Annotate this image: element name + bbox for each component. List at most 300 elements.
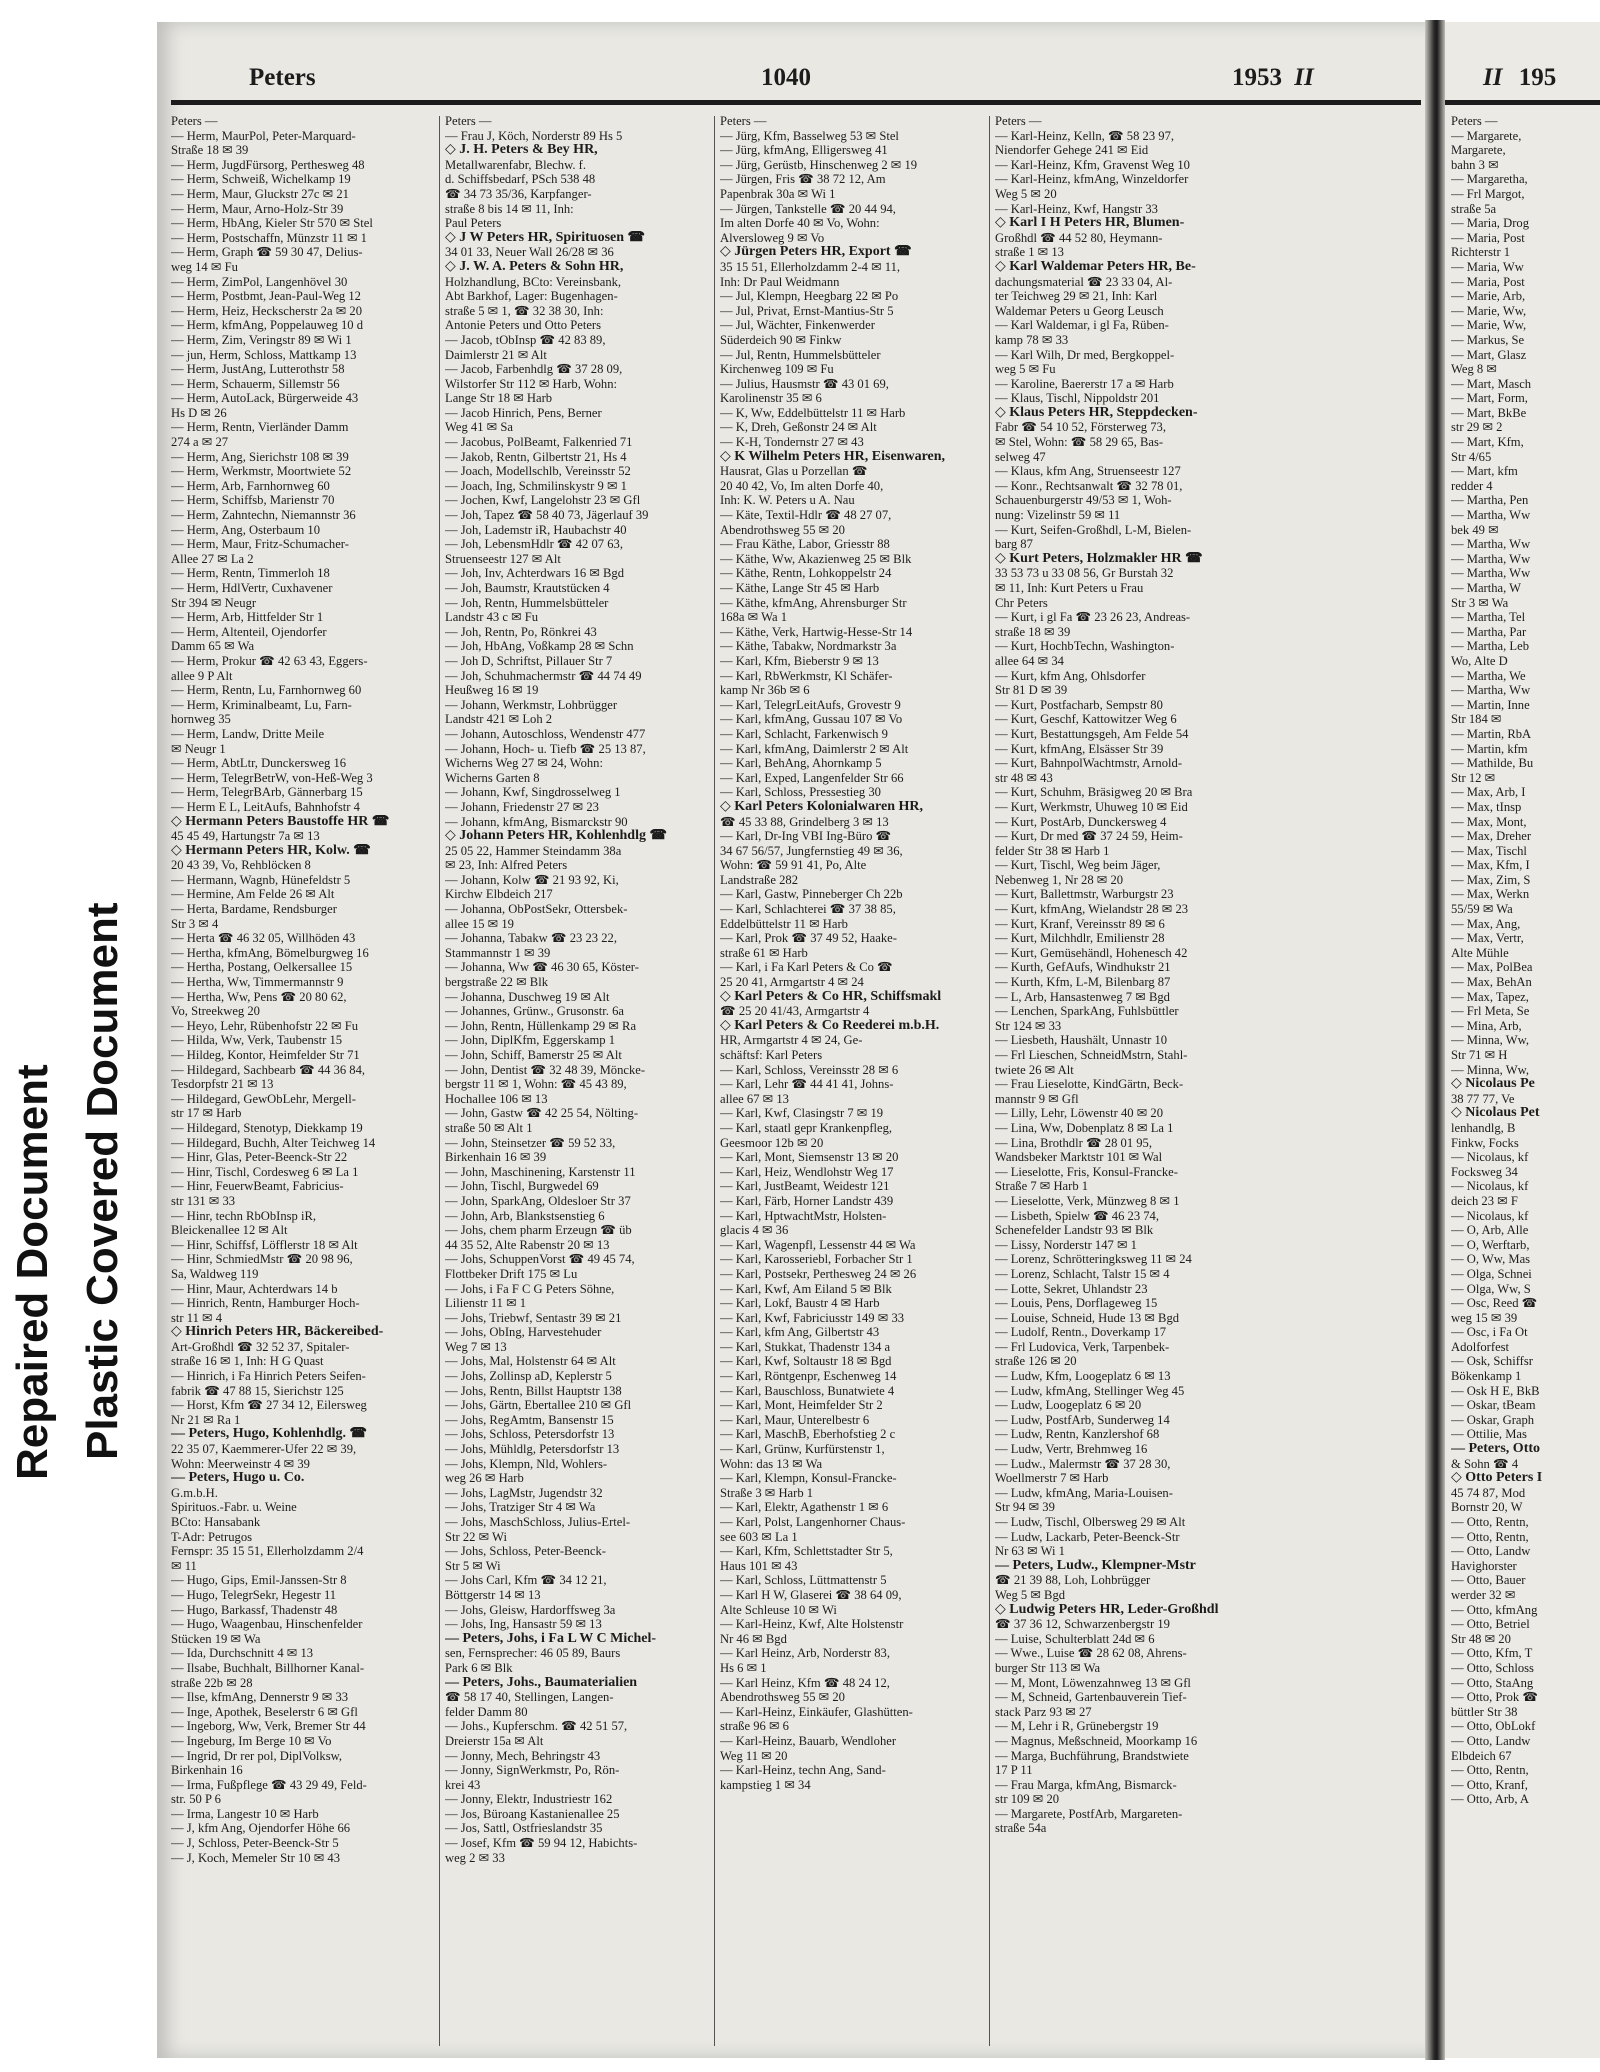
directory-entry-line: — Hertha, Ww, Timmermannstr 9 [171, 975, 344, 990]
directory-entry-line: — Karl H W, Glaserei ☎ 38 64 09, [720, 1587, 902, 1602]
directory-entry-line: Str 394 ✉ Neugr [171, 595, 257, 610]
directory-entry-line: ✉ 11, Inh: Kurt Peters u Frau [995, 581, 1144, 595]
directory-entry-line: — Martin, kfm [1451, 741, 1528, 756]
directory-entry-line: redder 4 [1451, 478, 1493, 493]
directory-entry-line: — Lieselotte, Verk, Münzweg 8 ✉ 1 [995, 1193, 1180, 1208]
directory-entry-line: — Otto, ObLokf [1451, 1719, 1536, 1734]
directory-entry-line: 22 35 07, Kaemmerer-Ufer 22 ✉ 39, [171, 1442, 357, 1457]
directory-entry-line: dachungsmaterial ☎ 23 33 04, Al- [995, 274, 1173, 289]
directory-entry-line: — Max, Tapez, [1451, 989, 1529, 1004]
directory-entry-line: Haus 101 ✉ 43 [720, 1558, 798, 1573]
directory-entry-line: — John, Tischl, Burgwedel 69 [445, 1179, 599, 1194]
directory-entry-line: — Ludw, Vertr, Brehmweg 16 [995, 1442, 1148, 1457]
directory-entry-line: — Louis, Pens, Dorflageweg 15 [995, 1296, 1158, 1311]
directory-entry-line: — Kurt, Kranf, Vereinsstr 89 ✉ 6 [995, 916, 1165, 931]
entries-column-4 [995, 114, 1257, 2034]
directory-entry-line: — Herm E L, LeitAufs, Bahnhofstr 4 [171, 799, 360, 814]
directory-entry-line: — Herm, TelegrBetrW, von-Heß-Weg 3 [171, 770, 373, 785]
directory-entry-line: — Frau Käthe, Labor, Griesstr 88 [720, 537, 890, 552]
directory-entry-line: ◇ K Wilhelm Peters HR, Eisenwaren, [720, 449, 946, 464]
year-value: 1953 [1232, 64, 1282, 91]
directory-entry-line: Str 124 ✉ 33 [995, 1018, 1062, 1033]
directory-entry-line: — Max, Tischl [1451, 843, 1527, 858]
directory-entry-line: — Hinr, Schiffsf, Löfflerstr 18 ✉ Alt [171, 1237, 358, 1252]
directory-entry-line: weg 26 ✉ Harb [445, 1471, 524, 1486]
directory-entry-line: — Osk, Schiffsr [1451, 1354, 1533, 1369]
directory-entry-line: Straße 3 ✉ Harb 1 [720, 1485, 814, 1500]
repaired-document-label: Repaired Document [8, 1064, 57, 1480]
directory-entry-line: — Lisbeth, Spielw ☎ 46 23 74, [995, 1208, 1160, 1223]
directory-entry-line: str. 50 P 6 [171, 1792, 221, 1807]
directory-entry-line: — Karl, Schloss, Lüttmattenstr 5 [720, 1573, 887, 1588]
directory-entry-line: — Martha, Ww [1451, 537, 1531, 552]
directory-entry-line: 38 77 77, Ve [1451, 1091, 1515, 1106]
directory-entry-line: krei 43 [445, 1777, 481, 1792]
directory-entry-line: werder 32 ✉ [1451, 1587, 1516, 1602]
directory-entry-line: — Otto, Rentn, [1451, 1515, 1529, 1529]
directory-entry-line: Niendorfer Gehege 241 ✉ Eid [995, 143, 1149, 158]
directory-entry-line: ◇ Otto Peters I [1451, 1471, 1543, 1486]
directory-entry-line: Paul Peters [445, 216, 502, 231]
directory-entry-line: — Joh D, Schriftst, Pillauer Str 7 [445, 653, 613, 668]
directory-entry-line: Großhdl ☎ 44 52 80, Heymann- [995, 230, 1163, 245]
directory-entry-line: — Ludw, Kfm, Loogeplatz 6 ✉ 13 [995, 1369, 1171, 1384]
directory-entry-line: — Liesbeth, Haushält, Unnastr 10 [995, 1033, 1168, 1048]
directory-entry-line: — M, Mont, Löwenzahnweg 13 ✉ Gfl [995, 1675, 1191, 1690]
facing-entries-column [1451, 114, 1600, 2034]
directory-entry-line: — Hertha, kfmAng, Bömelburgweg 16 [171, 945, 369, 960]
directory-entry-line: — Herm, Landw, Dritte Meile [171, 726, 325, 741]
directory-entry-line: — Herm, Ang, Osterbaum 10 [171, 522, 321, 537]
directory-entry-line: — Herm, Graph ☎ 59 30 47, Delius- [171, 245, 363, 260]
directory-entry-line: ◇ Hinrich Peters HR, Bäckereibed- [171, 1325, 384, 1340]
directory-entry-line: — Marie, Ww, [1451, 318, 1527, 333]
directory-entry-line: Havighorster [1451, 1558, 1517, 1573]
directory-entry-line: Papenbrak 30a ✉ Wi 1 [720, 186, 836, 201]
directory-entry-line: Hochallee 106 ✉ 13 [445, 1091, 548, 1106]
directory-entry-line: Wilstorfer Str 112 ✉ Harb, Wohn: [445, 376, 618, 391]
directory-entry-line: — Karl, Stukkat, Thadenstr 134 a [720, 1339, 891, 1354]
directory-entry-line: Stammannstr 1 ✉ 39 [445, 945, 551, 960]
directory-entry-line: — Herm, TelegrBArb, Gännerbarg 15 [171, 785, 363, 800]
facing-year-label: 195 [1518, 64, 1557, 91]
directory-entry-line: Str 12 ✉ [1451, 770, 1496, 785]
directory-entry-line: Peters — [995, 114, 1042, 128]
directory-entry-line: — Johs, Zollinsp aD, Keplerstr 5 [445, 1369, 612, 1384]
directory-entry-line: — Karl, Lokf, Baustr 4 ✉ Harb [720, 1296, 880, 1311]
directory-entry-line: — M, Lehr i R, Grünebergstr 19 [995, 1719, 1159, 1734]
directory-entry-line: — Margaretha, [1451, 172, 1528, 187]
directory-entry-line: — Käthe, Verk, Hartwig-Hesse-Str 14 [720, 624, 913, 639]
directory-entry-line: barg 87 [995, 537, 1033, 552]
directory-entry-line: — Kurth, Kfm, L-M, Bilenbarg 87 [995, 975, 1171, 990]
directory-entry-line: — Otto, Kfm, T [1451, 1646, 1533, 1661]
directory-entry-line: Woellmerstr 7 ✉ Harb [995, 1471, 1109, 1486]
directory-entry-line: ◇ Karl I H Peters HR, Blumen- [995, 216, 1185, 231]
directory-entry-line: — Hermann, Wagnb, Hünefeldstr 5 [171, 872, 351, 887]
directory-entry-line: — Kurt, Tischl, Weg beim Jäger, [995, 858, 1161, 873]
directory-entry-line: 55/59 ✉ Wa [1451, 902, 1513, 917]
directory-entry-line: Nr 46 ✉ Bgd [720, 1631, 787, 1646]
directory-entry-line: — Lilly, Lehr, Löwenstr 40 ✉ 20 [995, 1106, 1164, 1121]
directory-entry-line: — Max, Werkn [1451, 887, 1530, 902]
directory-entry-line: — Hinr, Tischl, Cordesweg 6 ✉ La 1 [171, 1164, 359, 1179]
directory-entry-line: — Herm, Heiz, Heckscherstr 2a ✉ 20 [171, 303, 362, 318]
directory-entry-line: — Johs, Rentn, Billst Hauptstr 138 [445, 1383, 622, 1398]
directory-entry-line: Landstr 421 ✉ Loh 2 [445, 712, 553, 727]
directory-entry-line: — Käthe, Lange Str 45 ✉ Harb [720, 581, 880, 595]
directory-entry-line: — Karl, Mont, Heimfelder Str 2 [720, 1398, 883, 1413]
directory-entry-line: — Johann, Autoschloss, Wendenstr 477 [445, 726, 646, 741]
directory-entry-line: — Herm, Werkmstr, Moortwiete 52 [171, 464, 352, 479]
directory-entry-line: — Jul, Privat, Ernst-Mantius-Str 5 [720, 303, 894, 318]
directory-entry-line: Birkenhain 16 ✉ 39 [445, 1150, 547, 1165]
header-rule [171, 100, 1421, 105]
directory-entry-line: 25 20 41, Armgartstr 4 ✉ 24 [720, 975, 864, 990]
directory-entry-line: — Martha, We [1451, 668, 1526, 683]
directory-entry-line: — Ludw, kfmAng, Maria-Louisen- [995, 1485, 1173, 1500]
directory-entry-line: str 109 ✉ 20 [995, 1792, 1060, 1807]
directory-entry-line: — Lorenz, Schlacht, Talstr 15 ✉ 4 [995, 1266, 1170, 1281]
directory-entry-line: 168a ✉ Wa 1 [720, 610, 788, 625]
directory-entry-line: Alversloweg 9 ✉ Vo [720, 230, 825, 245]
directory-entry-line: — Hermine, Am Felde 26 ✉ Alt [171, 887, 335, 902]
directory-entry-line: ☎ 45 33 88, Grindelberg 3 ✉ 13 [720, 814, 889, 829]
directory-entry-line: — Johs Carl, Kfm ☎ 34 12 21, [445, 1573, 607, 1588]
directory-entry-line: — Max, PolBea [1451, 960, 1533, 975]
directory-entry-line: — Karl, Elektr, Agathenstr 1 ✉ 6 [720, 1500, 889, 1515]
directory-entry-line: Dreierstr 15a ✉ Alt [445, 1733, 544, 1748]
directory-entry-line: — Karl, RbWerkmstr, Kl Schäfer- [720, 668, 893, 683]
directory-entry-line: — Hugo, Waagenbau, Hinschenfelder [171, 1617, 363, 1632]
directory-entry-line: — Herm, AutoLack, Bürgerweide 43 [171, 391, 359, 406]
directory-entry-line: — Karl, Mont, Siemsenstr 13 ✉ 20 [720, 1150, 899, 1165]
directory-entry-line: 34 01 33, Neuer Wall 26/28 ✉ 36 [445, 245, 614, 260]
directory-entry-line: — Peters, Johs, i Fa L W C Michel- [445, 1631, 657, 1646]
directory-entry-line: — Jul, Rentn, Hummelsbütteler [720, 347, 881, 362]
directory-entry-line: — Kurt, Milchhdlr, Emilienstr 28 [995, 931, 1165, 946]
directory-entry-line: nung: Vizelinstr 59 ✉ 11 [995, 508, 1121, 523]
directory-entry-line: Abendrothsweg 55 ✉ 20 [720, 1690, 845, 1705]
directory-entry-line: — Osk H E, BkB [1451, 1383, 1540, 1398]
directory-entry-line: — John, Steinsetzer ☎ 59 52 33, [445, 1135, 616, 1150]
directory-entry-line: — Johs, Mühldlg, Petersdorfstr 13 [445, 1442, 620, 1457]
directory-entry-line: Wicherns Garten 8 [445, 770, 540, 785]
directory-entry-line: — Karl-Heinz, Kfm, Gravenst Weg 10 [995, 157, 1190, 172]
directory-entry-line: — Mart, Form, [1451, 391, 1528, 406]
directory-entry-line: — Karl, i Fa Karl Peters & Co ☎ [720, 960, 893, 975]
directory-entry-line: see 603 ✉ La 1 [720, 1529, 798, 1544]
directory-entry-line: — Hinrich, i Fa Hinrich Peters Seifen- [171, 1369, 366, 1384]
directory-entry-line: — Otto, Bauer [1451, 1573, 1526, 1588]
directory-entry-line: Wo, Alte D [1451, 653, 1508, 668]
directory-entry-line: — Mart, Glasz [1451, 347, 1527, 362]
directory-entry-line: felder Str 38 ✉ Harb 1 [995, 843, 1110, 858]
directory-entry-line: 25 05 22, Hammer Steindamm 38a [445, 843, 622, 858]
directory-entry-line: Hausrat, Glas u Porzellan ☎ [720, 464, 868, 479]
directory-entry-line: — Käthe, Tabakw, Nordmarkstr 3a [720, 639, 897, 654]
directory-entry-line: ◇ J W Peters HR, Spirituosen ☎ [445, 230, 645, 245]
directory-entry-line: — Ludw, Lackarb, Peter-Beenck-Str [995, 1529, 1180, 1544]
directory-entry-line: — Herm, Rentn, Lu, Farnhornweg 60 [171, 683, 362, 698]
directory-entry-line: — Herm, HbAng, Kieler Str 570 ✉ Stel [171, 216, 373, 231]
directory-entry-line: Wohn: das 13 ✉ Wa [720, 1456, 823, 1471]
directory-entry-line: — Karl, HptwachtMstr, Holsten- [720, 1208, 887, 1223]
directory-entry-line: — Kurt, kfmAng, Elsässer Str 39 [995, 741, 1164, 756]
directory-entry-line: — Otto, Betriel [1451, 1617, 1530, 1632]
directory-entry-line: — Karl, kfmAng, Gussau 107 ✉ Vo [720, 712, 903, 727]
directory-entry-line: Schauenburgerstr 49/53 ✉ 1, Woh- [995, 493, 1172, 508]
directory-entry-line: ◇ Karl Peters & Co Reederei m.b.H. [720, 1018, 940, 1033]
directory-entry-line: — Horst, Kfm ☎ 27 34 12, Eilersweg [171, 1398, 367, 1413]
directory-entry-line: — Herm, Schiffsb, Marienstr 70 [171, 493, 335, 508]
directory-entry-line: — K-H, Tondernstr 27 ✉ 43 [720, 435, 864, 450]
directory-entry-line: — Martha, W [1451, 581, 1522, 595]
directory-entry-line: ☎ 21 39 88, Loh, Lohbrügger [995, 1573, 1151, 1588]
directory-entry-line: — Nicolaus, kf [1451, 1150, 1529, 1165]
directory-entry-line: Lange Str 18 ✉ Harb [445, 391, 553, 406]
directory-entry-line: — Maria, Post [1451, 274, 1525, 289]
directory-entry-line: — Kurt, Postfacharb, Sempstr 80 [995, 697, 1163, 712]
directory-entry-line: ◇ Hermann Peters Baustoffe HR ☎ [171, 814, 390, 829]
archive-side-label [0, 902, 160, 1500]
directory-entry-line: — Hugo, Barkassf, Thadenstr 48 [171, 1602, 338, 1617]
directory-entry-line: — Hinr, SchmiedMstr ☎ 20 98 96, [171, 1252, 353, 1267]
directory-entry-line: — Martin, Inne [1451, 697, 1530, 712]
directory-entry-line: — Otto, Landw [1451, 1733, 1531, 1748]
directory-entry-line: — Martha, Tel [1451, 610, 1526, 625]
directory-entry-line: — John, DiplKfm, Eggerskamp 1 [445, 1033, 615, 1048]
directory-entry-line: — Otto, Arb, A [1451, 1792, 1530, 1807]
directory-entry-line: 45 74 87, Mod [1451, 1485, 1526, 1500]
directory-entry-line: — Peters, Ludw., Klempner-Mstr [995, 1558, 1196, 1573]
directory-entry-line: — Irma, Fußpflege ☎ 43 29 49, Feld- [171, 1777, 367, 1792]
directory-entry-line: — Peters, Hugo, Kohlenhdlg. ☎ [171, 1427, 367, 1442]
directory-entry-line: Sa, Waldweg 119 [171, 1266, 259, 1281]
directory-entry-line: — Jürgen, Tankstelle ☎ 20 44 94, [720, 201, 896, 216]
directory-entry-line: fabrik ☎ 47 88 15, Sierichstr 125 [171, 1383, 344, 1398]
directory-entry-line: — Martha, Ww [1451, 551, 1531, 566]
directory-entry-line: — O, Werftarb, [1451, 1237, 1530, 1252]
directory-entry-line: — Maria, Drog [1451, 216, 1529, 231]
directory-entry-line: — Joh, HbAng, Voßkamp 28 ✉ Schn [445, 639, 634, 654]
directory-entry-line: — Kurt, HochbTechn, Washington- [995, 639, 1175, 654]
directory-entry-line: — Ludw, Rentn, Kanzlershof 68 [995, 1427, 1160, 1442]
directory-entry-line: — Karl, Postsekr, Perthesweg 24 ✉ 26 [720, 1266, 917, 1281]
directory-entry-line: — Kurt, Gemüsehändl, Hohenesch 42 [995, 945, 1188, 960]
directory-entry-line: — Nicolaus, kf [1451, 1208, 1529, 1223]
directory-entry-line: Abt Barkhof, Lager: Bugenhagen- [445, 289, 618, 304]
directory-entry-line: BCto: Hansabank [171, 1515, 261, 1529]
directory-entry-line: — Karl, JustBeamt, Weidestr 121 [720, 1179, 890, 1194]
directory-entry-line: — Ilse, kfmAng, Dennerstr 9 ✉ 33 [171, 1690, 349, 1705]
column-divider [989, 116, 990, 2046]
directory-entry-line: Landstraße 282 [720, 872, 798, 887]
directory-entry-line: Finkw, Focks [1451, 1135, 1519, 1150]
directory-entry-line: — Herm, Arb, Hittfelder Str 1 [171, 610, 324, 625]
directory-entry-line: — Max, Ang, [1451, 916, 1521, 931]
directory-entry-line: — Johann, kfmAng, Bismarckstr 90 [445, 814, 628, 829]
directory-entry-line: 20 40 42, Vo, Im alten Dorfe 40, [720, 478, 884, 493]
directory-entry-line: — Karl, Schloss, Vereinsstr 28 ✉ 6 [720, 1062, 899, 1077]
directory-entry-line: — Johann, Hoch- u. Tiefb ☎ 25 13 87, [445, 741, 646, 756]
directory-entry-line: — Karl, Kwf, Soltaustr 18 ✉ Bgd [720, 1354, 892, 1369]
directory-entry-line: Str 4/65 [1451, 449, 1492, 464]
directory-entry-line: — Max, Zim, S [1451, 872, 1531, 887]
directory-entry-line: Weg 7 ✉ 13 [445, 1339, 507, 1354]
directory-entry-line: — Oskar, Graph [1451, 1412, 1535, 1427]
directory-entry-line: Peters — [1451, 114, 1498, 128]
directory-entry-line: — Herm, Postbmt, Jean-Paul-Weg 12 [171, 289, 361, 304]
directory-entry-line: — Karl, staatl gepr Krankenpfleg, [720, 1120, 893, 1135]
directory-entry-line: — Herm, MaurPol, Peter-Marquard- [171, 128, 356, 143]
directory-entry-line: — Margarete, [1451, 128, 1522, 143]
column-divider [714, 116, 715, 2046]
directory-entry-line: straße 1 ✉ 13 [995, 245, 1064, 260]
directory-entry-line: — Olga, Ww, S [1451, 1281, 1531, 1296]
directory-entry-line: Alte Mühle [1451, 945, 1509, 960]
directory-entry-line: — Jonny, SignWerkmstr, Po, Rön- [445, 1763, 620, 1778]
directory-entry-line: str 11 ✉ 4 [171, 1310, 223, 1325]
directory-entry-line: — Ingrid, Dr rer pol, DiplVolksw, [171, 1748, 343, 1763]
directory-entry-line: allee 67 ✉ 13 [720, 1091, 789, 1106]
directory-entry-line: Karolinenstr 35 ✉ 6 [720, 391, 822, 406]
directory-entry-line: bek 49 ✉ [1451, 522, 1499, 537]
directory-entry-line: — O, Ww, Mas [1451, 1252, 1531, 1267]
directory-entry-line: — Jürg, Kfm, Basselweg 53 ✉ Stel [720, 128, 899, 143]
directory-entry-line: 44 35 52, Alte Rabenstr 20 ✉ 13 [445, 1237, 610, 1252]
directory-entry-line: — Jochen, Kwf, Langelohstr 23 ✉ Gfl [445, 493, 641, 508]
directory-entry-line: — Jacobus, PolBeamt, Falkenried 71 [445, 435, 633, 450]
directory-entry-line: Wohn: Meerweinstr 4 ✉ 39 [171, 1456, 310, 1471]
directory-entry-line: G.m.b.H. [171, 1485, 218, 1500]
directory-entry-line: Schenefelder Landstr 93 ✉ Blk [995, 1223, 1154, 1238]
directory-entry-line: kampstieg 1 ✉ 34 [720, 1777, 811, 1792]
directory-entry-line: — Otto, Rentn, [1451, 1529, 1529, 1544]
directory-entry-line: — Joh, Inv, Achterdwars 16 ✉ Bgd [445, 566, 625, 581]
directory-entry-line: weg 2 ✉ 33 [445, 1850, 505, 1865]
directory-entry-line: — Ludolf, Rentn., Doverkamp 17 [995, 1325, 1167, 1340]
directory-entry-line: Birkenhain 16 [171, 1763, 243, 1778]
directory-entry-line: — Hertha, Ww, Pens ☎ 20 80 62, [171, 989, 347, 1004]
directory-entry-line: ◇ Kurt Peters, Holzmakler HR ☎ [995, 551, 1203, 566]
directory-entry-line: — Johs, Mal, Holstenstr 64 ✉ Alt [445, 1354, 616, 1369]
directory-entry-line: — Karl-Heinz, Kelln, ☎ 58 23 97, [995, 128, 1175, 143]
directory-entry-line: — Karl-Heinz, Bauarb, Wendloher [720, 1733, 897, 1748]
directory-entry-line: — Kurt, PostArb, Dunckersweg 4 [995, 814, 1167, 829]
directory-entry-line: Str 48 ✉ 20 [1451, 1631, 1511, 1646]
directory-entry-line: straße 50 ✉ Alt 1 [445, 1120, 533, 1135]
directory-entry-line: — Johs, Schloss, Peter-Beenck- [445, 1544, 606, 1559]
directory-entry-line: deich 23 ✉ F [1451, 1193, 1518, 1208]
directory-entry-line: — Kurt, Schuhm, Bräsigweg 20 ✉ Bra [995, 785, 1193, 800]
directory-entry-line: — Herm, Zim, Veringstr 89 ✉ Wi 1 [171, 332, 352, 347]
directory-entry-line: — Ludw., Malermstr ☎ 37 28 30, [995, 1456, 1171, 1471]
directory-entry-line: — Peters, Johs., Baumaterialien [445, 1675, 638, 1690]
directory-entry-line: Weg 5 ✉ 20 [995, 186, 1057, 201]
directory-entry-line: Nr 63 ✉ Wi 1 [995, 1544, 1065, 1559]
directory-entry-line: — Herm, Kriminalbeamt, Lu, Farn- [171, 697, 352, 712]
directory-entry-line: — Joh, LebensmHdlr ☎ 42 07 63, [445, 537, 623, 552]
directory-entry-line: — Lenchen, SparkAng, Fuhlsbüttler [995, 1004, 1179, 1019]
directory-entry-line: — Konr., Rechtsanwalt ☎ 32 78 01, [995, 478, 1183, 493]
directory-entry-line: — Herm, AbtLtr, Dunckersweg 16 [171, 756, 347, 771]
directory-entry-line: Antonie Peters und Otto Peters [445, 318, 602, 333]
directory-entry-line: — Jos, Sattl, Ostfrieslandstr 35 [445, 1821, 603, 1836]
directory-page [157, 22, 1435, 2058]
directory-entry-line: Süderdeich 90 ✉ Finkw [720, 332, 842, 347]
directory-entry-line: — Otto, kfmAng [1451, 1602, 1538, 1617]
directory-entry-line: — Martha, Ww [1451, 566, 1531, 581]
directory-entry-line: — Hildegard, Sachbearb ☎ 44 36 84, [171, 1062, 366, 1077]
directory-entry-line: Stücken 19 ✉ Wa [171, 1631, 261, 1646]
directory-entry-line: — Karl, Schloss, Pressestieg 30 [720, 785, 881, 800]
directory-entry-line: Str 81 D ✉ 39 [995, 683, 1068, 698]
directory-entry-line: — Karl, kfm Ang, Gilbertstr 43 [720, 1325, 880, 1340]
directory-entry-line: — Karl, kfmAng, Daimlerstr 2 ✉ Alt [720, 741, 909, 756]
directory-entry-line: — Jakob, Rentn, Gilbertstr 21, Hs 4 [445, 449, 627, 464]
directory-entry-line: — Klaus, kfm Ang, Struenseestr 127 [995, 464, 1181, 479]
directory-entry-line: — K, Dreh, Geßonstr 24 ✉ Alt [720, 420, 877, 435]
directory-entry-line: — J, kfm Ang, Ojendorfer Höhe 66 [171, 1821, 351, 1836]
directory-entry-line: — Hildeg, Kontor, Heimfelder Str 71 [171, 1048, 360, 1062]
directory-entry-line: — Max, Mont, [1451, 814, 1527, 829]
directory-entry-line: & Sohn ☎ 4 [1451, 1456, 1519, 1471]
directory-entry-line: Str 94 ✉ 39 [995, 1500, 1055, 1515]
directory-entry-line: bahn 3 ✉ [1451, 157, 1499, 172]
book-gutter [1425, 20, 1445, 2060]
directory-entry-line: — Herta, Bardame, Rendsburger [171, 902, 337, 917]
directory-entry-line: Alte Schleuse 10 ✉ Wi [720, 1602, 837, 1617]
directory-entry-line: — Johs, Gleisw, Hardorffsweg 3a [445, 1602, 616, 1617]
directory-entry-line: — L, Arb, Hansastenweg 7 ✉ Bgd [995, 989, 1170, 1004]
directory-entry-line: — Frl Margot, [1451, 186, 1525, 201]
directory-entry-line: sen, Fernsprecher: 46 05 89, Baurs [445, 1646, 621, 1661]
directory-entry-line: — Herm, Rentn, Vierländer Damm [171, 420, 349, 435]
directory-entry-line: — Ingeborg, Ww, Verk, Bremer Str 44 [171, 1719, 366, 1734]
directory-entry-line: 20 43 39, Vo, Rehblöcken 8 [171, 858, 311, 873]
directory-entry-line: — Karl, Polst, Langenhorner Chaus- [720, 1515, 906, 1529]
directory-entry-line: — Joh, Lademstr iR, Haubachstr 40 [445, 522, 627, 537]
directory-entry-line: ◇ J. W. A. Peters & Sohn HR, [445, 259, 624, 274]
directory-entry-line: — Joh, Tapez ☎ 58 40 73, Jägerlauf 39 [445, 508, 649, 523]
directory-entry-line: felder Damm 80 [445, 1704, 528, 1719]
directory-entry-line: Art-Großhdl ☎ 32 52 37, Spitaler- [171, 1339, 350, 1354]
directory-entry-line: — Kurt, Werkmstr, Uhuweg 10 ✉ Eid [995, 799, 1188, 814]
directory-entry-line: — Jul, Klempn, Heegbarg 22 ✉ Po [720, 289, 899, 304]
directory-entry-line: — Johs, RegAmtm, Bansenstr 15 [445, 1412, 614, 1427]
directory-entry-line: — Johs, Schloss, Petersdorfstr 13 [445, 1427, 615, 1442]
directory-entry-line: — Kurt, Ballettmstr, Warburgstr 23 [995, 887, 1174, 902]
directory-entry-line: — Max, Vertr, [1451, 931, 1524, 946]
directory-entry-line: kamp Nr 36b ✉ 6 [720, 683, 810, 698]
directory-entry-line: Nebenweg 1, Nr 28 ✉ 20 [995, 872, 1124, 887]
directory-entry-line: — Martha, Ww [1451, 508, 1531, 523]
year-label [1232, 64, 1314, 92]
directory-entry-line: — Johanna, Duschweg 19 ✉ Alt [445, 989, 610, 1004]
directory-entry-line: Spirituos.-Fabr. u. Weine [171, 1500, 297, 1515]
directory-entry-line: — Karl, Prok ☎ 37 49 52, Haake- [720, 931, 897, 946]
directory-entry-line: — Ludw, kfmAng, Stellinger Weg 45 [995, 1383, 1185, 1398]
directory-entry-line: ✉ 23, Inh: Alfred Peters [445, 858, 568, 873]
directory-entry-line: — Johs, ObIng, Harvestehuder [445, 1325, 602, 1340]
directory-entry-line: — Otto, Prok ☎ [1451, 1690, 1539, 1705]
directory-entry-line: ◇ J. H. Peters & Bey HR, [445, 143, 598, 158]
directory-entry-line: Geesmoor 12b ✉ 20 [720, 1135, 824, 1150]
directory-entry-line: — Herta ☎ 46 32 05, Willhöden 43 [171, 931, 356, 946]
directory-entry-line: — Käthe, kfmAng, Ahrensburger Str [720, 595, 907, 610]
directory-entry-line: — Oskar, tBeam [1451, 1398, 1536, 1413]
